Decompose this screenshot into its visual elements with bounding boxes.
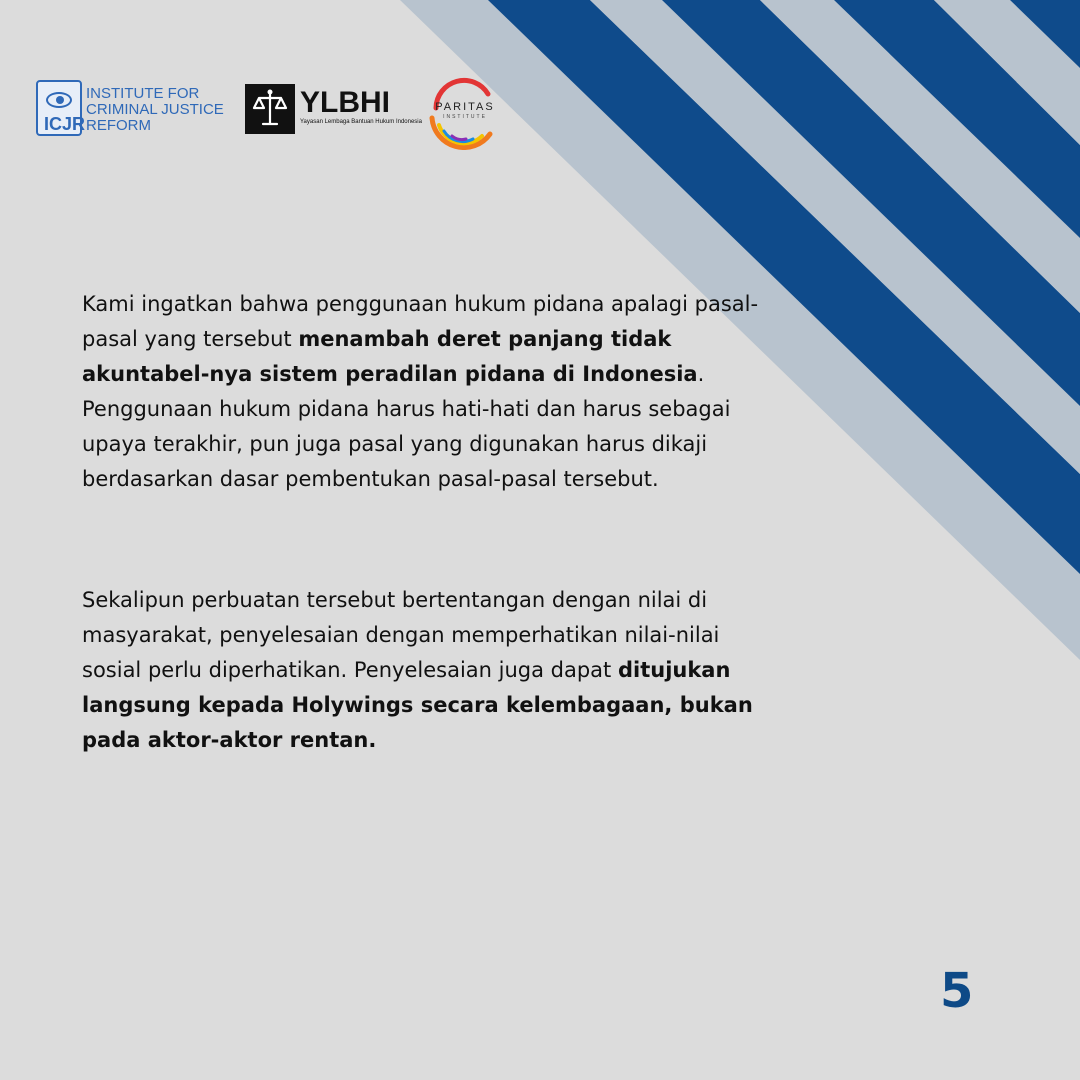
page-number: 5 (940, 963, 974, 1019)
icjr-logo (36, 76, 226, 140)
eye-pupil-icon (56, 96, 64, 104)
paritas-rainbow-icon (424, 76, 504, 150)
legal-statement-content (82, 287, 782, 758)
paritas-institute-logo (424, 76, 504, 150)
paragraph-resolution (82, 583, 782, 758)
ylbhi-name: YLBHI (300, 86, 390, 119)
icjr-short-label: ICJR (44, 114, 86, 134)
paritas-name: PARITAS (435, 101, 495, 113)
icjr-name-line-3: REFORM (86, 117, 151, 134)
paragraph-1-bold-emphasis: menambah deret panjang tidak akuntabel-nya sistem peradilan pidana di Indonesia (82, 327, 698, 386)
ylbhi-logo (245, 84, 422, 134)
ylbhi-subtitle: Yayasan Lembaga Bantuan Hukum Indonesia (300, 119, 422, 125)
paragraph-accountability (82, 287, 782, 497)
icjr-name-line-2: CRIMINAL JUSTICE (86, 101, 224, 118)
paragraph-2-bold-emphasis: ditujukan langsung kepada Holywings secara kelembagaan, bukan pada aktor-aktor rentan. (82, 658, 753, 752)
paragraph-1-text-1: Kami ingatkan bahwa penggunaan hukum pidana apalagi pasal-pasal yang tersebut (82, 292, 759, 351)
icjr-emblem (36, 80, 86, 136)
paritas-subtitle: INSTITUTE (443, 114, 487, 120)
paragraph-2-text-1: Sekalipun perbuatan tersebut bertentangan dengan nilai di masyarakat, penyelesaian dengan memperhatikan nilai-nilai sosial perlu diperhatikan. Penyelesaian juga dapat (82, 588, 720, 682)
icjr-full-name (86, 86, 224, 134)
icjr-name-line-1: INSTITUTE FOR (86, 85, 200, 102)
scales-of-justice-icon (245, 84, 295, 134)
paragraph-1-text-2: . Penggunaan hukum pidana harus hati-hati dan harus sebagai upaya terakhir, pun juga pasal yang digunakan harus dikaji berdasarkan dasar pembentukan pasal-pasal tersebut. (82, 362, 731, 491)
